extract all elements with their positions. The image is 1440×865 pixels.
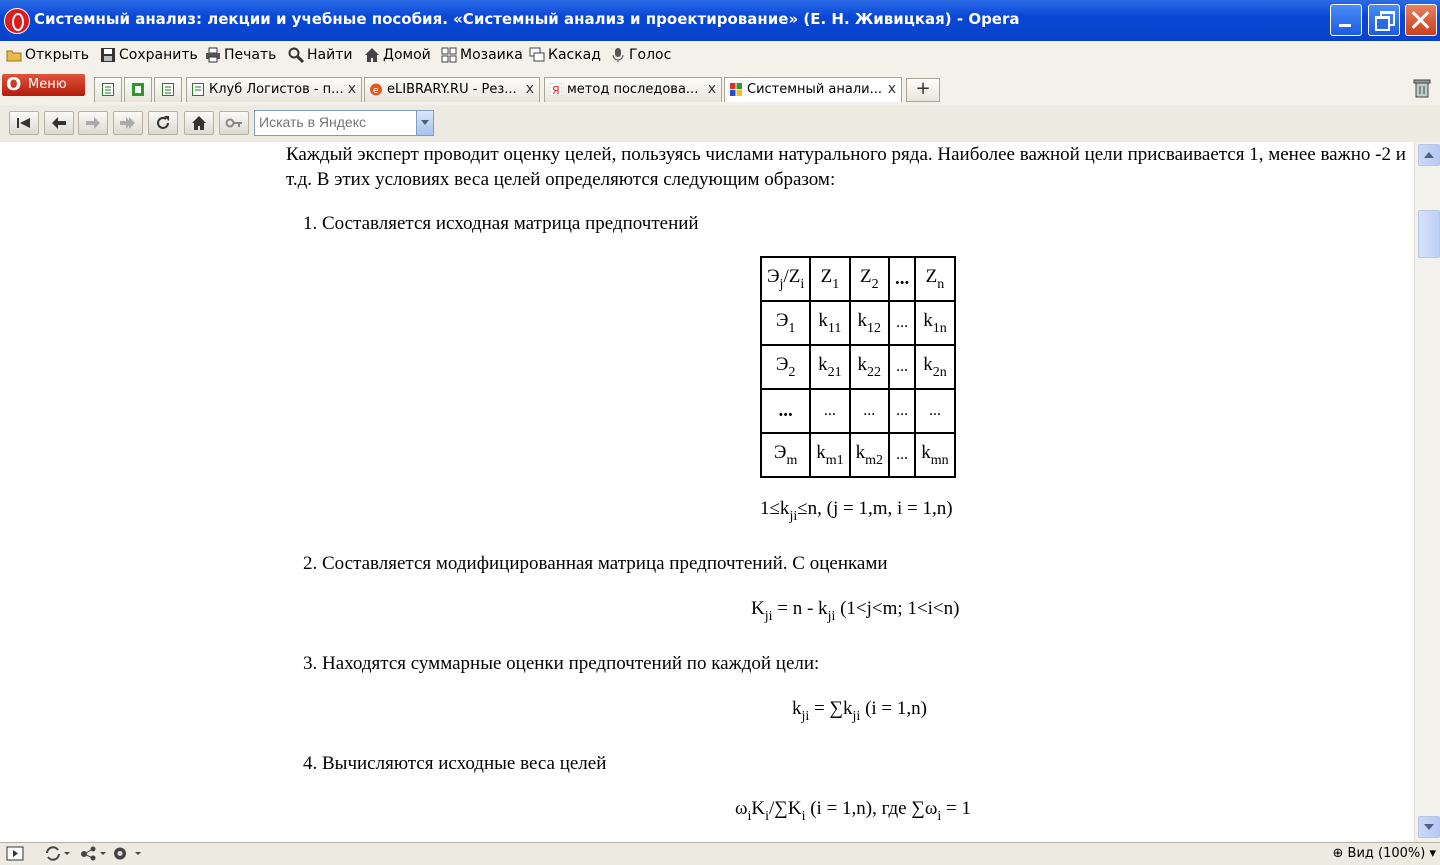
open-label: Открыть xyxy=(25,47,89,63)
find-label: Найти xyxy=(307,47,353,63)
fast-forward-button[interactable] xyxy=(113,111,143,135)
key-icon xyxy=(225,115,243,131)
matrix-cell: ... xyxy=(889,433,915,477)
matrix-row-header: ... xyxy=(761,389,810,433)
matrix-cell: $k_{11}$ xyxy=(810,301,849,345)
sync-icon[interactable] xyxy=(44,846,70,861)
voice-label: Голос xyxy=(629,47,672,63)
matrix-header-cell: $Z_1$ xyxy=(810,257,849,301)
title-bar xyxy=(0,0,1440,41)
scroll-up-button[interactable] xyxy=(1418,144,1440,166)
reload-button[interactable] xyxy=(148,111,178,135)
scroll-thumb[interactable] xyxy=(1418,210,1440,258)
voice-button[interactable] xyxy=(610,47,671,63)
print-button[interactable] xyxy=(205,47,276,63)
elibrary-icon xyxy=(370,83,382,96)
panel-toggle-icon[interactable] xyxy=(6,846,26,861)
matrix-cell: $k_{m1}$ xyxy=(810,433,849,477)
matrix-cell: $k_{1n}$ xyxy=(915,301,954,345)
home-nav-button[interactable] xyxy=(184,111,214,135)
formula-2: $K_{ji} = n - k_{ji}$ (1<j<m; 1<i<n) xyxy=(751,598,960,624)
scroll-down-button[interactable] xyxy=(1418,816,1440,838)
printer-icon xyxy=(205,47,221,63)
matrix-cell: $k_{22}$ xyxy=(850,345,889,389)
forward-button[interactable] xyxy=(78,111,108,135)
matrix-cell: $k_{mn}$ xyxy=(915,433,954,477)
step-1: 1. Составляется исходная матрица предпочтений xyxy=(303,213,699,234)
save-label: Сохранить xyxy=(119,47,198,63)
vertical-scrollbar[interactable] xyxy=(1414,142,1440,842)
navigation-bar xyxy=(0,105,1440,143)
open-button[interactable] xyxy=(6,47,89,63)
matrix-cell: ... xyxy=(889,345,915,389)
cascade-label: Каскад xyxy=(548,47,601,63)
formula-4: $\omega_iK_i/\sum K_i$ (i = 1,n), где $\sum\omega_i = 1$ xyxy=(735,798,971,824)
main-toolbar xyxy=(0,41,1440,71)
opera-o-icon: O xyxy=(6,74,22,95)
step-3: 3. Находятся суммарные оценки предпочтений по каждой цели: xyxy=(303,653,820,674)
tab-bar xyxy=(0,71,1440,106)
minimize-button[interactable] xyxy=(1330,4,1362,36)
find-button[interactable] xyxy=(288,47,352,63)
matrix-header-cell: ... xyxy=(889,257,915,301)
matrix-header-cell: $Z_n$ xyxy=(915,257,954,301)
page-content xyxy=(0,142,1414,842)
close-tab-icon[interactable]: x xyxy=(525,81,534,97)
home-icon xyxy=(190,115,208,131)
search-box[interactable] xyxy=(254,110,434,136)
zoom-label: Вид (100%) xyxy=(1347,846,1426,861)
tile-label: Мозаика xyxy=(460,47,523,63)
search-input[interactable] xyxy=(257,113,417,131)
print-label: Печать xyxy=(224,47,277,63)
matrix-row-header: $Э_1$ xyxy=(761,301,810,345)
pinned-tab-1[interactable] xyxy=(94,77,122,102)
page-icon xyxy=(102,83,114,96)
matrix-row-header: $Э_2$ xyxy=(761,345,810,389)
tab-label: Клуб Логистов - п... xyxy=(209,82,344,97)
pinned-tab-2[interactable] xyxy=(124,77,152,102)
back-button[interactable] xyxy=(44,111,74,135)
status-bar xyxy=(0,842,1440,865)
table-row xyxy=(761,389,955,433)
trash-icon[interactable] xyxy=(1413,78,1431,98)
close-tab-icon[interactable]: x xyxy=(347,81,356,97)
matrix-corner-cell: $Э_j/Z_i$ xyxy=(761,257,810,301)
magnifier-icon xyxy=(288,47,304,63)
table-row xyxy=(761,257,955,301)
rewind-icon xyxy=(15,115,33,131)
tab-logistics-club[interactable] xyxy=(186,77,362,102)
close-tab-icon[interactable]: x xyxy=(887,81,896,97)
matrix-cell: $k_{12}$ xyxy=(850,301,889,345)
step-4: 4. Вычисляются исходные веса целей xyxy=(303,753,607,774)
back-arrow-icon xyxy=(50,115,68,131)
search-engine-dropdown[interactable] xyxy=(416,111,433,135)
folder-icon xyxy=(6,47,22,63)
window-title: Системный анализ: лекции и учебные пособия. «Системный анализ и проектирование» (Е. Н. Живицкая) - Opera xyxy=(34,10,1020,28)
tab-system-analysis[interactable] xyxy=(724,77,902,102)
tab-yandex-search[interactable] xyxy=(544,77,722,102)
matrix-cell: ... xyxy=(915,389,954,433)
home-button[interactable] xyxy=(364,47,431,63)
reload-icon xyxy=(154,115,172,131)
close-window-button[interactable] xyxy=(1405,4,1437,36)
cascade-button[interactable] xyxy=(529,47,601,63)
pinned-tab-3[interactable] xyxy=(154,77,182,102)
matrix-cell: $k_{m2}$ xyxy=(850,433,889,477)
tab-label: метод последова... xyxy=(567,82,699,97)
matrix-row-header: $Э_m$ xyxy=(761,433,810,477)
matrix-cell: $k_{21}$ xyxy=(810,345,849,389)
table-row xyxy=(761,301,955,345)
matrix-cell: ... xyxy=(810,389,849,433)
home-label: Домой xyxy=(383,47,431,63)
tab-label: Системный анали... xyxy=(747,82,882,97)
formula-1: $1\le k_{ji}\le n$, (j = 1,m, i = 1,n) xyxy=(760,498,953,524)
maximize-button[interactable] xyxy=(1368,4,1400,36)
wand-button[interactable] xyxy=(219,111,249,135)
turbo-icon[interactable] xyxy=(113,846,143,861)
preference-matrix xyxy=(760,256,956,478)
page-icon xyxy=(162,83,174,96)
matrix-header-cell: $Z_2$ xyxy=(850,257,889,301)
microphone-icon xyxy=(610,47,626,63)
green-square-icon xyxy=(132,83,144,96)
cascade-icon xyxy=(529,47,545,63)
zoom-dropdown-icon: ▾ xyxy=(1429,846,1436,861)
tab-elibrary[interactable] xyxy=(364,77,540,102)
page-icon xyxy=(192,83,204,96)
save-button[interactable] xyxy=(100,47,198,63)
close-tab-icon[interactable]: x xyxy=(707,81,716,97)
svg-text:Я: Я xyxy=(552,84,560,96)
matrix-cell: ... xyxy=(850,389,889,433)
table-row xyxy=(761,433,955,477)
forward-arrow-icon xyxy=(84,115,102,131)
new-tab-button[interactable]: + xyxy=(906,78,940,102)
matrix-cell: ... xyxy=(889,389,915,433)
tile-icon xyxy=(441,47,457,63)
yandex-icon xyxy=(550,83,562,96)
intro-paragraph: Каждый эксперт проводит оценку целей, пользуясь числами натурального ряда. Наиболее важной цели присваивается 1, менее важно -2 и т.д. В этих условиях веса целей определяются следующим образом: xyxy=(286,144,1406,190)
zoom-control[interactable] xyxy=(1332,846,1436,861)
tile-button[interactable] xyxy=(441,47,523,63)
matrix-cell: $k_{2n}$ xyxy=(915,345,954,389)
rewind-button[interactable] xyxy=(9,111,39,135)
matrix-cell: ... xyxy=(889,301,915,345)
home-icon xyxy=(364,47,380,63)
step-2: 2. Составляется модифицированная матрица предпочтений. С оценками xyxy=(303,553,888,574)
zoom-icon: ⊕ xyxy=(1332,846,1344,861)
opera-logo-icon xyxy=(4,8,30,34)
svg-text:e: e xyxy=(373,86,379,96)
unite-icon[interactable] xyxy=(80,846,106,861)
opera-menu-button[interactable] xyxy=(2,74,85,96)
menu-label: Меню xyxy=(28,77,67,92)
floppy-icon xyxy=(100,47,116,63)
windows-logo-icon xyxy=(730,83,742,96)
tab-label: eLIBRARY.RU - Рез... xyxy=(387,82,517,97)
formula-3: $k_{ji} = \sum k_{ji}$ (i = 1,n) xyxy=(792,698,927,724)
fast-forward-icon xyxy=(119,115,137,131)
table-row xyxy=(761,345,955,389)
